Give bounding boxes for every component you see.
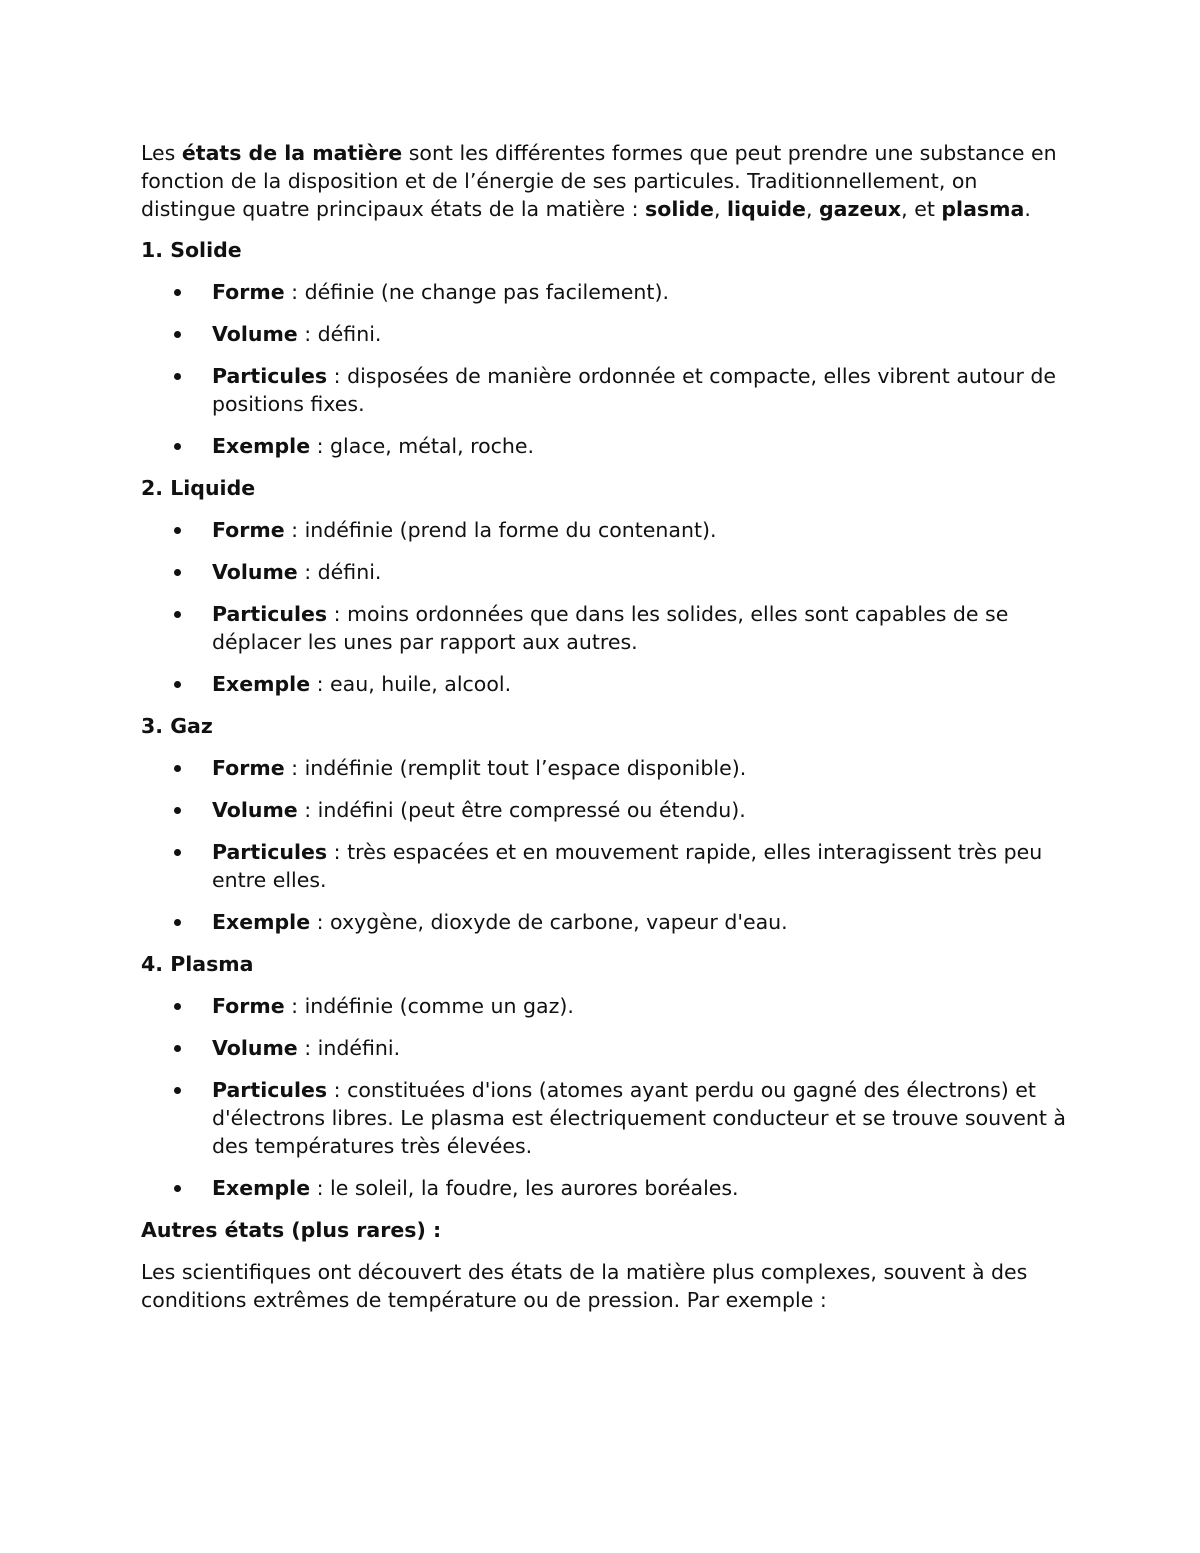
item-text: : défini. — [297, 322, 382, 346]
item-label: Particules — [212, 840, 328, 864]
item-text: : glace, métal, roche. — [310, 434, 535, 458]
item-label: Exemple — [212, 1176, 311, 1200]
section-gaz — [141, 712, 1066, 936]
document-page — [141, 139, 1066, 1314]
list-item — [141, 1174, 1066, 1202]
section-heading: 2. Liquide — [141, 476, 256, 500]
item-label: Exemple — [212, 672, 311, 696]
bullet-icon — [174, 849, 181, 856]
property-list — [141, 992, 1066, 1202]
bullet-icon — [174, 611, 181, 618]
list-item — [141, 838, 1066, 894]
property-list — [141, 516, 1066, 698]
item-text: : indéfinie (prend la forme du contenant). — [284, 518, 717, 542]
item-text: : disposées de manière ordonnée et compacte, elles vibrent autour de positions fixes. — [212, 364, 1057, 416]
bullet-icon — [174, 289, 181, 296]
list-item — [141, 558, 1066, 586]
item-text: : très espacées et en mouvement rapide, elles interagissent très peu entre elles. — [212, 840, 1043, 892]
bullet-icon — [174, 807, 181, 814]
intro-bold-plasma: plasma — [941, 197, 1025, 221]
bullet-icon — [174, 1185, 181, 1192]
section-heading: 4. Plasma — [141, 952, 254, 976]
item-label: Volume — [212, 798, 298, 822]
item-label: Particules — [212, 364, 328, 388]
intro-text: sont les différentes formes que peut prendre une substance en fonction de la disposition et de l’énergie de ses particules. Traditionnellement, on distingue quatre principaux états de la matière : — [141, 141, 1057, 221]
list-item — [141, 796, 1066, 824]
section-liquide — [141, 474, 1066, 698]
intro-text: , et — [901, 197, 942, 221]
item-label: Exemple — [212, 434, 311, 458]
item-text: : constituées d'ions (atomes ayant perdu ou gagné des électrons) et d'électrons libres. Le plasma est électriquement conducteur et se trouve souvent à des températures très élevées. — [212, 1078, 1066, 1158]
section-heading: 1. Solide — [141, 238, 242, 262]
bullet-icon — [174, 569, 181, 576]
item-label: Particules — [212, 602, 328, 626]
intro-text: , — [713, 197, 728, 221]
item-text: : oxygène, dioxyde de carbone, vapeur d'eau. — [310, 910, 788, 934]
section-plasma — [141, 950, 1066, 1202]
list-item — [141, 320, 1066, 348]
bullet-icon — [174, 1003, 181, 1010]
list-item — [141, 600, 1066, 656]
bullet-icon — [174, 443, 181, 450]
item-label: Forme — [212, 756, 285, 780]
intro-bold-liquide: liquide — [727, 197, 806, 221]
other-states-paragraph: Les scientifiques ont découvert des états de la matière plus complexes, souvent à des conditions extrêmes de température ou de pression. Par exemple : — [141, 1260, 1028, 1312]
other-states-heading: Autres états (plus rares) : — [141, 1218, 442, 1242]
list-item — [141, 908, 1066, 936]
item-text: : indéfini (peut être compressé ou étendu). — [297, 798, 746, 822]
bullet-icon — [174, 373, 181, 380]
list-item — [141, 1076, 1066, 1160]
section-solide — [141, 236, 1066, 460]
list-item — [141, 278, 1066, 306]
list-item — [141, 362, 1066, 418]
list-item — [141, 432, 1066, 460]
intro-text: . — [1024, 197, 1031, 221]
item-text: : indéfinie (comme un gaz). — [284, 994, 574, 1018]
bullet-icon — [174, 681, 181, 688]
bullet-icon — [174, 527, 181, 534]
section-heading: 3. Gaz — [141, 714, 213, 738]
list-item — [141, 1034, 1066, 1062]
item-label: Volume — [212, 322, 298, 346]
item-label: Particules — [212, 1078, 328, 1102]
list-item — [141, 992, 1066, 1020]
list-item — [141, 670, 1066, 698]
item-text: : défini. — [297, 560, 382, 584]
intro-text: Les — [141, 141, 182, 165]
bullet-icon — [174, 765, 181, 772]
item-label: Volume — [212, 560, 298, 584]
bullet-icon — [174, 1045, 181, 1052]
item-text: : indéfinie (remplit tout l’espace disponible). — [284, 756, 747, 780]
bullet-icon — [174, 331, 181, 338]
item-text: : indéfini. — [297, 1036, 401, 1060]
item-label: Forme — [212, 994, 285, 1018]
intro-bold-term: états de la matière — [181, 141, 403, 165]
intro-bold-solide: solide — [645, 197, 714, 221]
item-label: Forme — [212, 518, 285, 542]
list-item — [141, 754, 1066, 782]
bullet-icon — [174, 919, 181, 926]
intro-text: , — [805, 197, 819, 221]
item-label: Exemple — [212, 910, 311, 934]
list-item — [141, 516, 1066, 544]
item-text: : eau, huile, alcool. — [310, 672, 512, 696]
property-list — [141, 278, 1066, 460]
item-label: Forme — [212, 280, 285, 304]
item-text: : le soleil, la foudre, les aurores boréales. — [310, 1176, 739, 1200]
item-label: Volume — [212, 1036, 298, 1060]
intro-bold-gazeux: gazeux — [819, 197, 902, 221]
item-text: : définie (ne change pas facilement). — [284, 280, 669, 304]
item-text: : moins ordonnées que dans les solides, elles sont capables de se déplacer les unes par rapport aux autres. — [212, 602, 1009, 654]
property-list — [141, 754, 1066, 936]
intro-paragraph — [141, 139, 1066, 223]
bullet-icon — [174, 1087, 181, 1094]
